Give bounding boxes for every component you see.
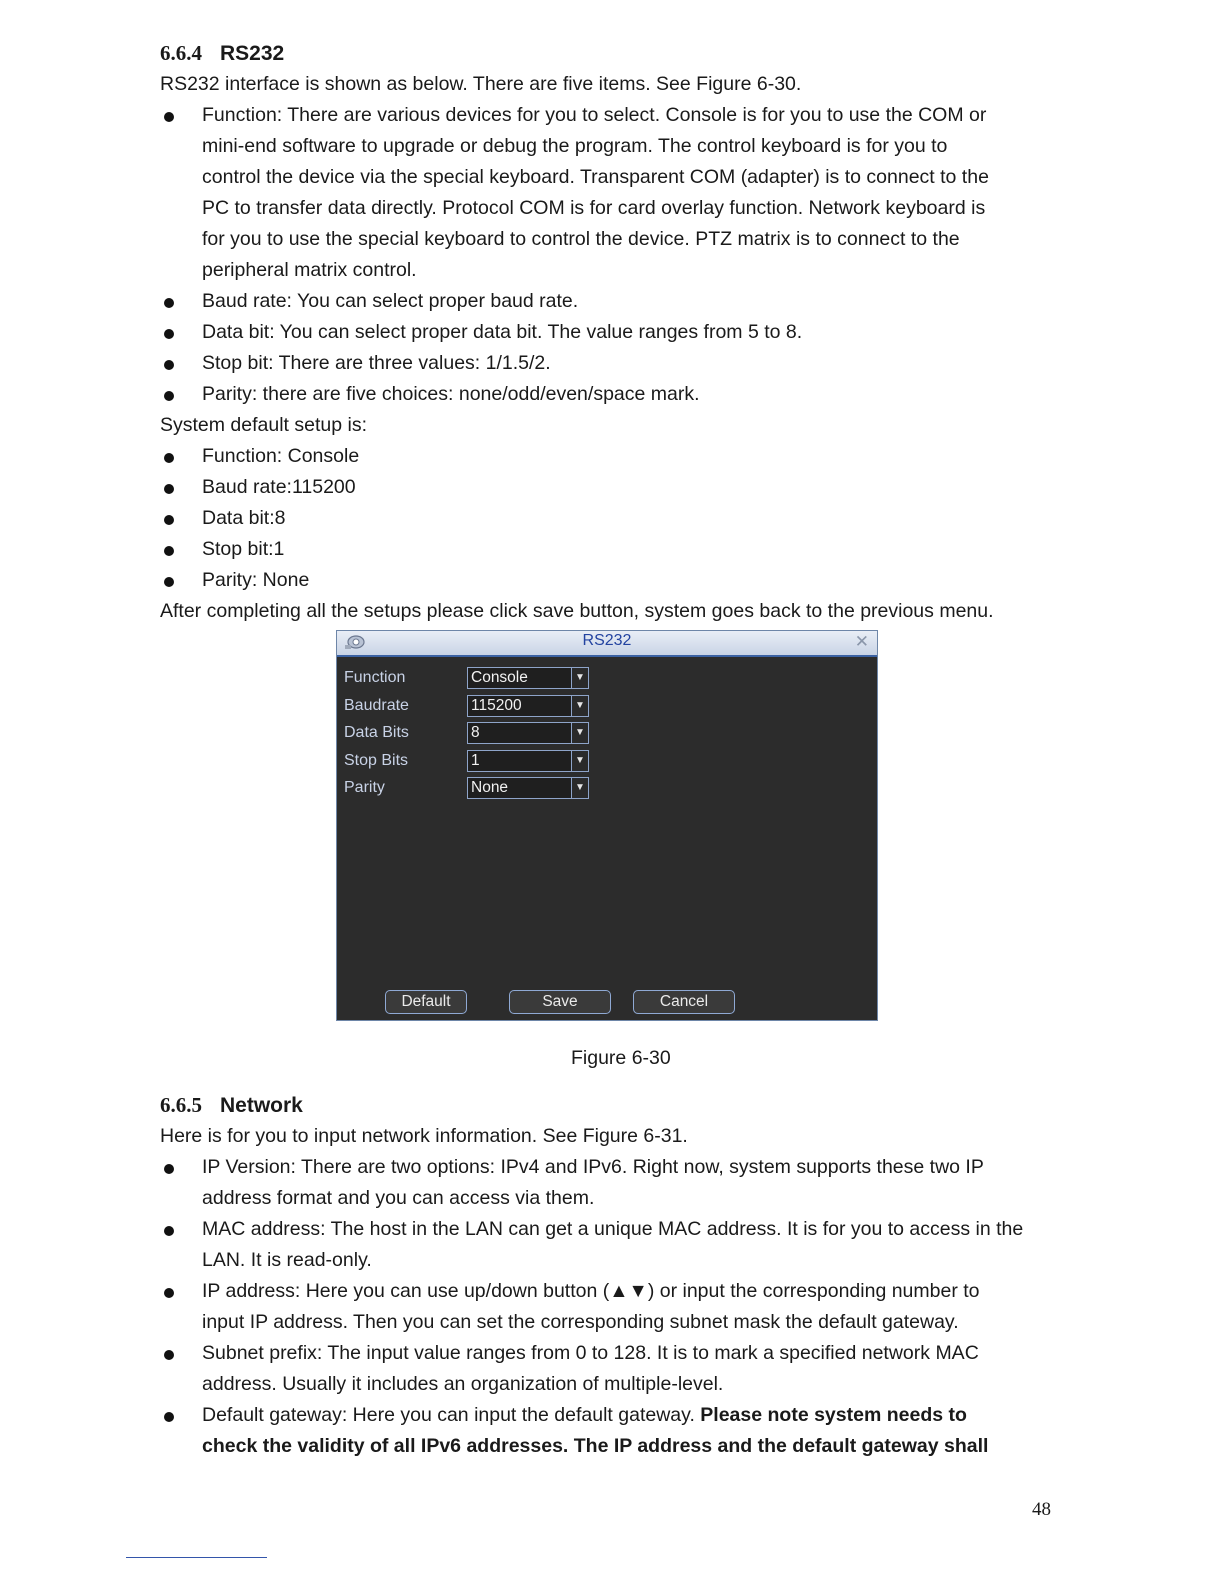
dialog-title: RS232	[582, 632, 632, 649]
bullet-icon	[164, 515, 174, 525]
bullet-mac-line-1: MAC address: The host in the LAN can get a unique MAC address. It is for you to access in the	[202, 1218, 1024, 1240]
chevron-down-icon[interactable]: ▼	[571, 778, 588, 798]
chevron-down-icon[interactable]: ▼	[571, 751, 588, 771]
section-number: 6.6.4	[160, 41, 202, 65]
after-setup-note: After completing all the setups please click save button, system goes back to the previous menu.	[160, 600, 994, 622]
bullet-stop-bit: Stop bit: There are three values: 1/1.5/2.	[202, 352, 551, 374]
bullet-function-line-1: Function: There are various devices for you to select. Console is for you to use the COM or	[202, 104, 987, 126]
gateway-text: Default gateway: Here you can input the default gateway.	[202, 1404, 701, 1426]
bullet-icon	[164, 546, 174, 556]
bullet-gateway-line-1	[202, 1404, 967, 1427]
bullet-icon	[164, 329, 174, 339]
bullet-icon	[164, 484, 174, 494]
close-icon[interactable]: ✕	[854, 632, 869, 651]
section-title: RS232	[220, 42, 285, 65]
stop-bits-value: 1	[471, 752, 480, 769]
section-heading-rs232	[160, 41, 284, 66]
chevron-down-icon[interactable]: ▼	[571, 696, 588, 716]
baudrate-label: Baudrate	[344, 697, 409, 714]
default-parity: Parity: None	[202, 569, 310, 591]
data-bits-value: 8	[471, 724, 480, 741]
baudrate-value: 115200	[471, 697, 522, 714]
bullet-icon	[164, 391, 174, 401]
bullet-ip-address-line-2: input IP address. Then you can set the corresponding subnet mask the default gateway.	[202, 1311, 959, 1333]
function-value: Console	[471, 669, 528, 686]
bullet-parity: Parity: there are five choices: none/odd/even/space mark.	[202, 383, 700, 405]
bullet-icon	[164, 1226, 174, 1236]
bullet-icon	[164, 1288, 174, 1298]
rs232-intro: RS232 interface is shown as below. There are five items. See Figure 6-30.	[160, 73, 802, 95]
function-select[interactable]	[467, 667, 589, 689]
bullet-icon	[164, 298, 174, 308]
bullet-icon	[164, 1164, 174, 1174]
page-number: 48	[1032, 1499, 1051, 1520]
footnote-divider	[126, 1557, 267, 1558]
bullet-data-bit: Data bit: You can select proper data bit. The value ranges from 5 to 8.	[202, 321, 803, 343]
figure-caption: Figure 6-30	[571, 1047, 671, 1069]
bullet-function-line-3: control the device via the special keyboard. Transparent COM (adapter) is to connect to the	[202, 166, 989, 188]
stop-bits-select[interactable]	[467, 750, 589, 772]
cancel-button[interactable]: Cancel	[633, 990, 735, 1014]
chevron-down-icon[interactable]: ▼	[571, 668, 588, 688]
bullet-icon	[164, 577, 174, 587]
default-setup-heading: System default setup is:	[160, 414, 368, 436]
stop-bits-label: Stop Bits	[344, 752, 409, 769]
default-stop-bit: Stop bit:1	[202, 538, 285, 560]
bullet-icon	[164, 360, 174, 370]
bullet-ip-version-line-2: address format and you can access via them.	[202, 1187, 595, 1209]
data-bits-select[interactable]	[467, 722, 589, 744]
section-title: Network	[220, 1094, 303, 1117]
bullet-function-line-2: mini-end software to upgrade or debug the program. The control keyboard is for you to	[202, 135, 948, 157]
bullet-function-line-5: for you to use the special keyboard to control the device. PTZ matrix is to connect to the	[202, 228, 960, 250]
bullet-icon	[164, 112, 174, 122]
bullet-icon	[164, 453, 174, 463]
rs232-dialog	[336, 630, 878, 1021]
baudrate-select[interactable]	[467, 695, 589, 717]
parity-select[interactable]	[467, 777, 589, 799]
bullet-mac-line-2: LAN. It is read-only.	[202, 1249, 372, 1271]
default-baud-rate: Baud rate:115200	[202, 476, 356, 498]
bullet-gateway-line-2: check the validity of all IPv6 addresses. The IP address and the default gateway shall	[202, 1435, 989, 1457]
parity-value: None	[471, 779, 509, 796]
section-number: 6.6.5	[160, 1093, 202, 1117]
bullet-function-line-6: peripheral matrix control.	[202, 259, 417, 281]
bullet-subnet-line-2: address. Usually it includes an organization of multiple-level.	[202, 1373, 724, 1395]
bullet-ip-address-line-1: IP address: Here you can use up/down button (▲▼) or input the corresponding number to	[202, 1280, 980, 1302]
default-data-bit: Data bit:8	[202, 507, 286, 529]
save-button[interactable]: Save	[509, 990, 611, 1014]
default-button[interactable]: Default	[385, 990, 467, 1014]
default-function: Function: Console	[202, 445, 360, 467]
bullet-icon	[164, 1412, 174, 1422]
data-bits-label: Data Bits	[344, 724, 409, 741]
bullet-function-line-4: PC to transfer data directly. Protocol COM is for card overlay function. Network keyboard is	[202, 197, 986, 219]
section-heading-network	[160, 1093, 303, 1118]
dialog-title-bar	[337, 631, 877, 657]
chevron-down-icon[interactable]: ▼	[571, 723, 588, 743]
network-intro: Here is for you to input network information. See Figure 6-31.	[160, 1125, 688, 1147]
bullet-ip-version-line-1: IP Version: There are two options: IPv4 and IPv6. Right now, system supports these two IP	[202, 1156, 984, 1178]
bullet-baud-rate: Baud rate: You can select proper baud rate.	[202, 290, 579, 312]
bullet-icon	[164, 1350, 174, 1360]
parity-label: Parity	[344, 779, 385, 796]
bullet-subnet-line-1: Subnet prefix: The input value ranges from 0 to 128. It is to mark a specified network MAC	[202, 1342, 979, 1364]
gateway-note-bold: Please note system needs to	[700, 1404, 967, 1426]
function-label: Function	[344, 669, 406, 686]
